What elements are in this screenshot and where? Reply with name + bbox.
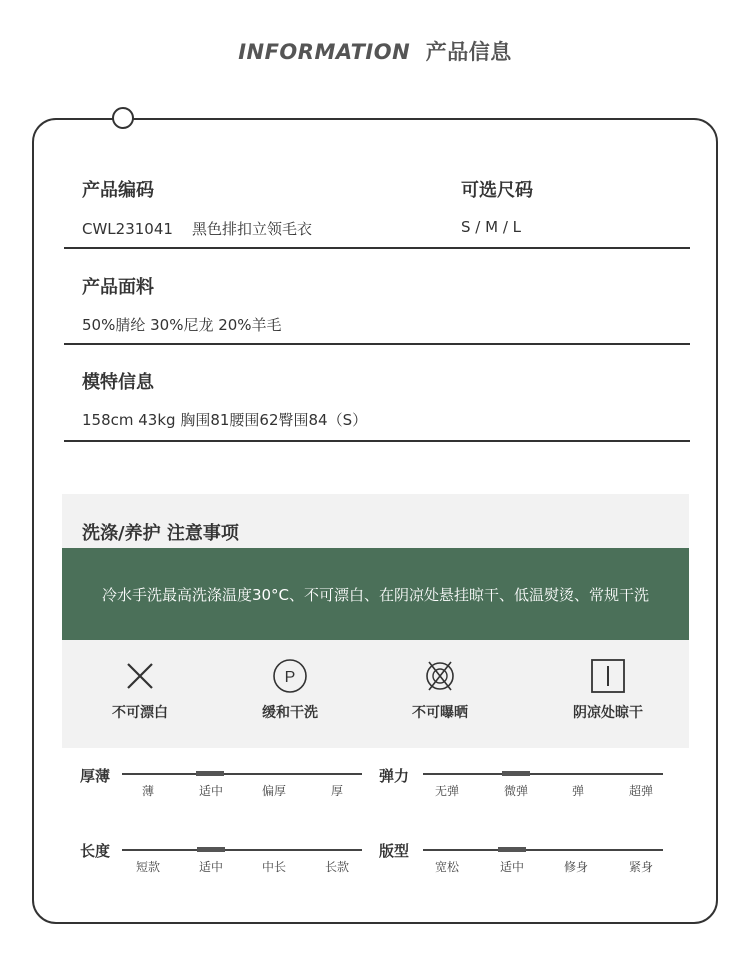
- care-icon-no-tumble-dry: [380, 658, 500, 722]
- divider: [64, 247, 690, 249]
- care-icon-label: 阴凉处晾干: [573, 705, 643, 721]
- scale-thickness-marker: [196, 771, 224, 776]
- scale-tick: 适中: [198, 784, 223, 798]
- scale-elasticity-marker: [502, 771, 530, 776]
- care-instructions: 冷水手洗最高洗涤温度30°C、不可漂白、在阴凉处悬挂晾干、低温熨烫、常规干洗: [101, 585, 650, 604]
- care-icon-label: 不可曝晒: [412, 705, 468, 721]
- model-label: 模特信息: [82, 372, 154, 393]
- size-label: 可选尺码: [461, 180, 533, 201]
- no-bleach-icon: [122, 658, 158, 694]
- scale-length-marker: [197, 847, 225, 852]
- scale-tick: 偏厚: [261, 784, 286, 798]
- scale-tick: 适中: [499, 860, 524, 874]
- scale-fit-marker: [498, 847, 526, 852]
- care-title: 洗涤/养护 注意事项: [82, 523, 239, 544]
- header-chinese: 产品信息: [425, 40, 512, 64]
- header-english: INFORMATION: [238, 40, 411, 64]
- scale-tick: 适中: [198, 860, 223, 874]
- scale-length-title: 长度: [80, 842, 111, 860]
- scale-thickness-track: [122, 773, 362, 775]
- page-header: [0, 36, 750, 66]
- scale-tick: 弹: [571, 784, 584, 798]
- product-code-label: 产品编码: [82, 180, 154, 201]
- scale-tick: 厚: [330, 784, 343, 798]
- scale-tick: 超弹: [628, 784, 653, 798]
- care-instructions-bar: [62, 548, 689, 640]
- care-icon-shade-dry: [548, 658, 668, 722]
- care-icon-label: 缓和干洗: [262, 705, 318, 721]
- fabric-value: 50%腈纶 30%尼龙 20%羊毛: [82, 316, 282, 334]
- scale-tick: 薄: [141, 784, 154, 798]
- scale-tick: 中长: [261, 860, 286, 874]
- product-code-value: CWL231041 黑色排扣立领毛衣: [82, 220, 312, 238]
- svg-text:P: P: [284, 669, 296, 686]
- fabric-label: 产品面料: [82, 277, 154, 298]
- scale-elasticity-track: [423, 773, 663, 775]
- no-tumble-dry-icon: [422, 658, 458, 694]
- gentle-dry-clean-icon: [272, 658, 308, 694]
- scale-tick: 宽松: [434, 860, 459, 874]
- scale-tick: 无弹: [434, 784, 459, 798]
- care-icon-gentle-dry-clean: [230, 658, 350, 722]
- scale-elasticity-title: 弹力: [379, 767, 410, 785]
- model-value: 158cm 43kg 胸围81腰围62臀围84（S）: [82, 411, 368, 429]
- scale-tick: 长款: [324, 860, 349, 874]
- scale-tick: 修身: [563, 860, 588, 874]
- scale-tick: 短款: [135, 860, 160, 874]
- scale-tick: 微弹: [503, 784, 528, 798]
- shade-dry-icon: [590, 658, 626, 694]
- size-value: S / M / L: [461, 218, 521, 236]
- care-icon-label: 不可漂白: [112, 705, 168, 721]
- scale-tick: 紧身: [628, 860, 653, 874]
- divider: [64, 343, 690, 345]
- scale-thickness-title: 厚薄: [80, 767, 111, 785]
- scale-fit-title: 版型: [379, 842, 410, 860]
- scale-fit-track: [423, 849, 663, 851]
- care-icon-no-bleach: [80, 658, 200, 722]
- scale-length-track: [122, 849, 362, 851]
- divider: [64, 440, 690, 442]
- tag-hole-icon: [112, 107, 134, 129]
